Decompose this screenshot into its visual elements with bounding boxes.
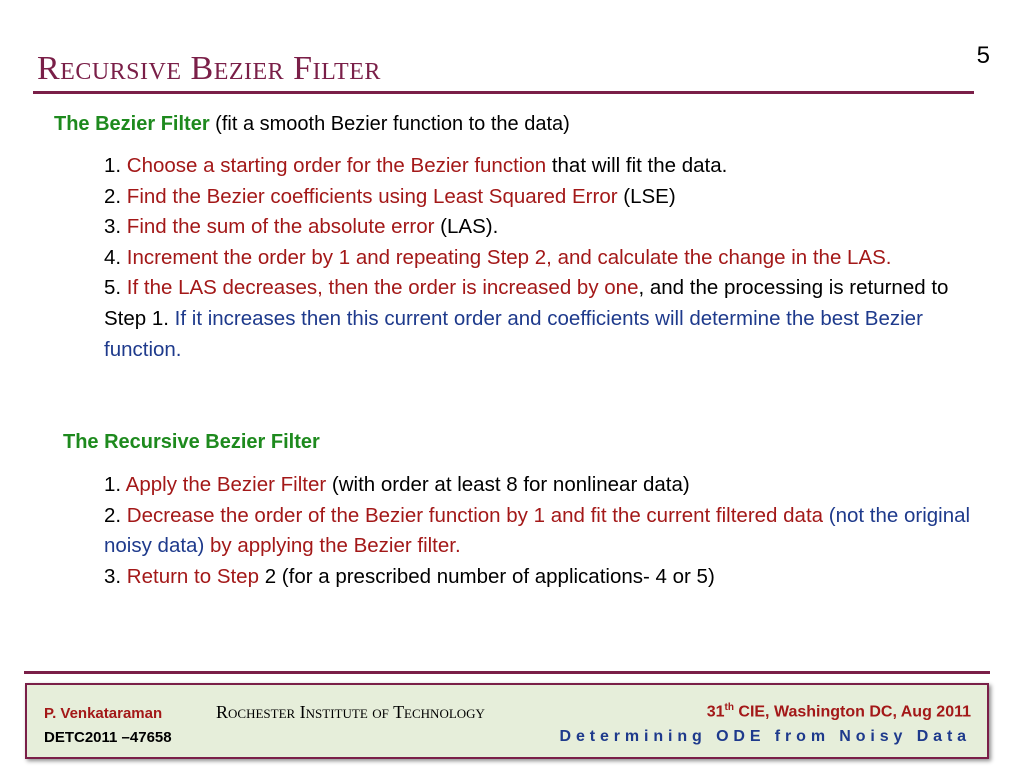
item-emphasis: Increment the order by 1 and repeating Step 2, and calculate the change in the LAS. bbox=[126, 245, 892, 269]
item-text: that will fit the data. bbox=[546, 154, 728, 177]
item-text: (LAS). bbox=[434, 215, 499, 239]
item-emphasis: If the LAS decreases, then the order is increased by one bbox=[126, 276, 639, 300]
heading-text: The Bezier Filter bbox=[54, 113, 210, 135]
item-number: 2. bbox=[104, 184, 127, 208]
item-text: (LSE) bbox=[617, 184, 676, 208]
footer-divider bbox=[24, 671, 990, 674]
item-emphasis: Find the Bezier coefficients using Least Squared Error bbox=[126, 184, 618, 208]
footer-paper-id: DETC2011 –47658 bbox=[44, 729, 172, 746]
item-emphasis-blue: If it increases then this current order and coefficients will determine the best Bezier function. bbox=[104, 306, 923, 361]
item-text: 2 (for a prescribed number of applications- 4 or 5) bbox=[259, 564, 715, 588]
item-number: 3. bbox=[104, 564, 127, 588]
slide-title: Recursive Bezier Filter bbox=[37, 50, 381, 87]
conference-text: CIE, Washington DC, Aug 2011 bbox=[733, 703, 971, 721]
list-item bbox=[104, 470, 989, 501]
item-text: (with order at least 8 for nonlinear data) bbox=[326, 473, 690, 496]
heading-subtitle: (fit a smooth Bezier function to the data) bbox=[215, 113, 570, 135]
slide-number: 5 bbox=[976, 42, 990, 69]
item-text: , and the processing is returned to Step 1. bbox=[104, 276, 949, 330]
list-item bbox=[104, 501, 989, 562]
footer-topic: Determining ODE from Noisy Data bbox=[559, 728, 971, 745]
item-number: 3. bbox=[104, 215, 127, 239]
list-item bbox=[104, 562, 989, 593]
footer bbox=[25, 683, 989, 759]
list-item bbox=[104, 243, 989, 274]
item-emphasis: Decrease the order of the Bezier function by 1 and fit the current filtered data bbox=[126, 503, 824, 527]
conference-suffix: th bbox=[724, 702, 734, 713]
item-number: 1. bbox=[104, 473, 126, 496]
footer-conference bbox=[707, 702, 971, 721]
item-emphasis-blue: (not the original noisy data) bbox=[104, 503, 971, 558]
item-number: 4. bbox=[104, 245, 127, 269]
item-emphasis: Return to Step bbox=[126, 564, 259, 588]
list-item bbox=[104, 212, 989, 243]
item-number: 1. bbox=[104, 154, 127, 177]
conference-ordinal: 31 bbox=[706, 703, 725, 721]
section-heading-recursive-bezier-filter bbox=[63, 431, 320, 454]
list-item bbox=[104, 182, 989, 213]
title-divider bbox=[33, 91, 974, 94]
bezier-filter-steps bbox=[104, 151, 989, 365]
item-emphasis: Choose a starting order for the Bezier function bbox=[126, 154, 547, 177]
list-item bbox=[104, 273, 989, 365]
footer-author: P. Venkataraman bbox=[44, 705, 163, 722]
footer-institution: Rochester Institute of Technology bbox=[216, 702, 485, 722]
item-number: 5. bbox=[104, 276, 127, 300]
item-emphasis: Apply the Bezier Filter bbox=[125, 473, 327, 496]
item-emphasis: Find the sum of the absolute error bbox=[126, 215, 435, 239]
list-item bbox=[104, 151, 989, 182]
heading-text: The Recursive Bezier Filter bbox=[63, 431, 320, 453]
item-emphasis: by applying the Bezier filter. bbox=[204, 534, 461, 558]
item-number: 2. bbox=[104, 503, 127, 527]
recursive-filter-steps bbox=[104, 470, 989, 592]
section-heading-bezier-filter bbox=[54, 113, 570, 136]
